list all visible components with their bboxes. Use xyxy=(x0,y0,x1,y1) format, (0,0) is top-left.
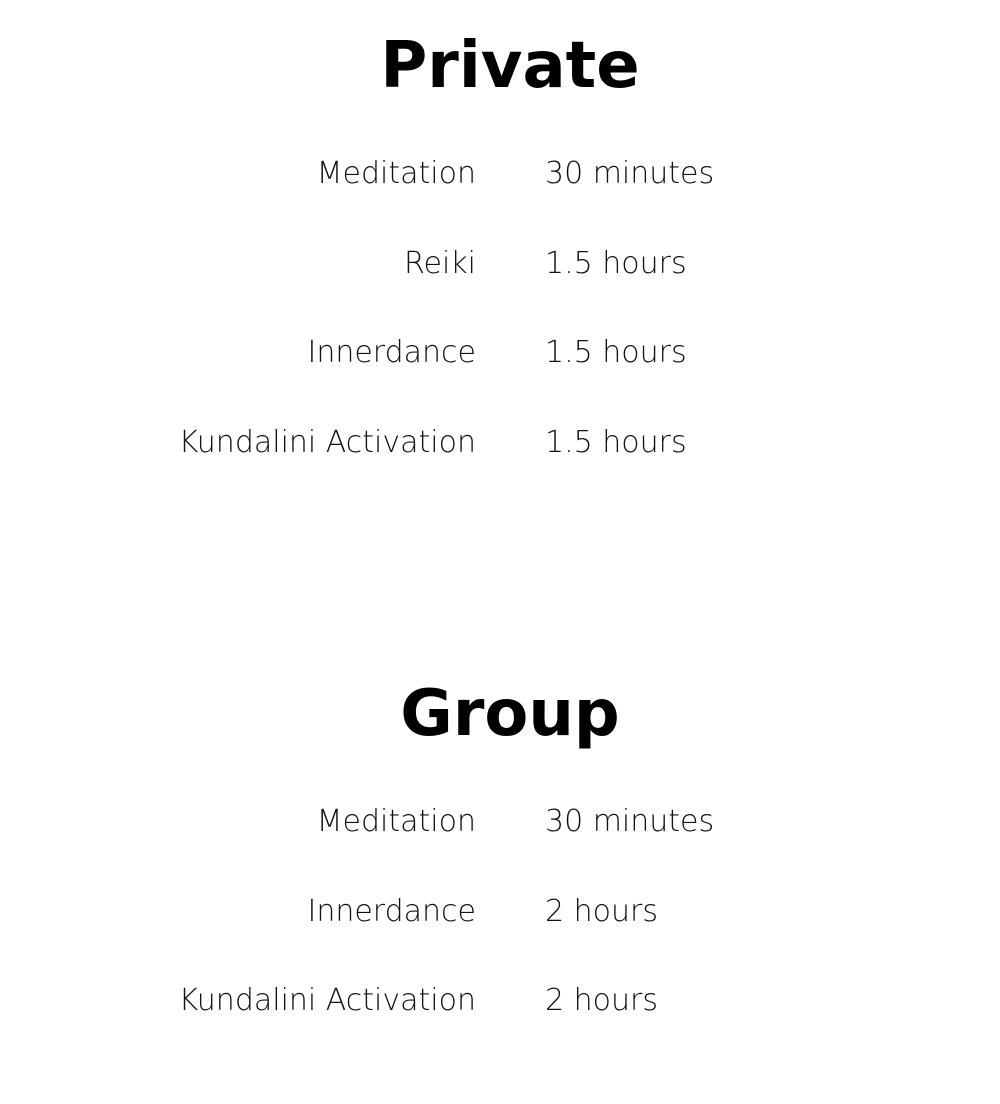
group-service-list xyxy=(0,778,1000,1047)
service-duration: 30 minutes xyxy=(545,156,715,191)
service-name: Kundalini Activation xyxy=(178,983,476,1018)
service-name: Kundalini Activation xyxy=(178,424,476,460)
service-duration: 1.5 hours xyxy=(545,245,687,281)
service-name: Innerdance xyxy=(307,335,476,370)
service-name: Meditation xyxy=(316,156,476,191)
service-row xyxy=(0,220,1000,310)
service-row xyxy=(0,868,1000,958)
private-section-title: Private xyxy=(380,29,640,103)
service-duration: 1.5 hours xyxy=(545,424,687,460)
service-name: Innerdance xyxy=(307,893,476,929)
service-name: Reiki xyxy=(404,245,476,281)
service-duration: 1.5 hours xyxy=(545,335,687,370)
service-row xyxy=(0,399,1000,489)
service-duration: 2 hours xyxy=(545,893,658,929)
private-service-list xyxy=(0,130,1000,488)
service-duration: 30 minutes xyxy=(545,804,715,839)
service-row xyxy=(0,778,1000,868)
service-duration: 2 hours xyxy=(545,983,658,1018)
group-section-title: Group xyxy=(400,677,620,751)
service-row xyxy=(0,957,1000,1047)
service-name: Meditation xyxy=(316,804,476,839)
service-row xyxy=(0,309,1000,399)
service-row xyxy=(0,130,1000,220)
